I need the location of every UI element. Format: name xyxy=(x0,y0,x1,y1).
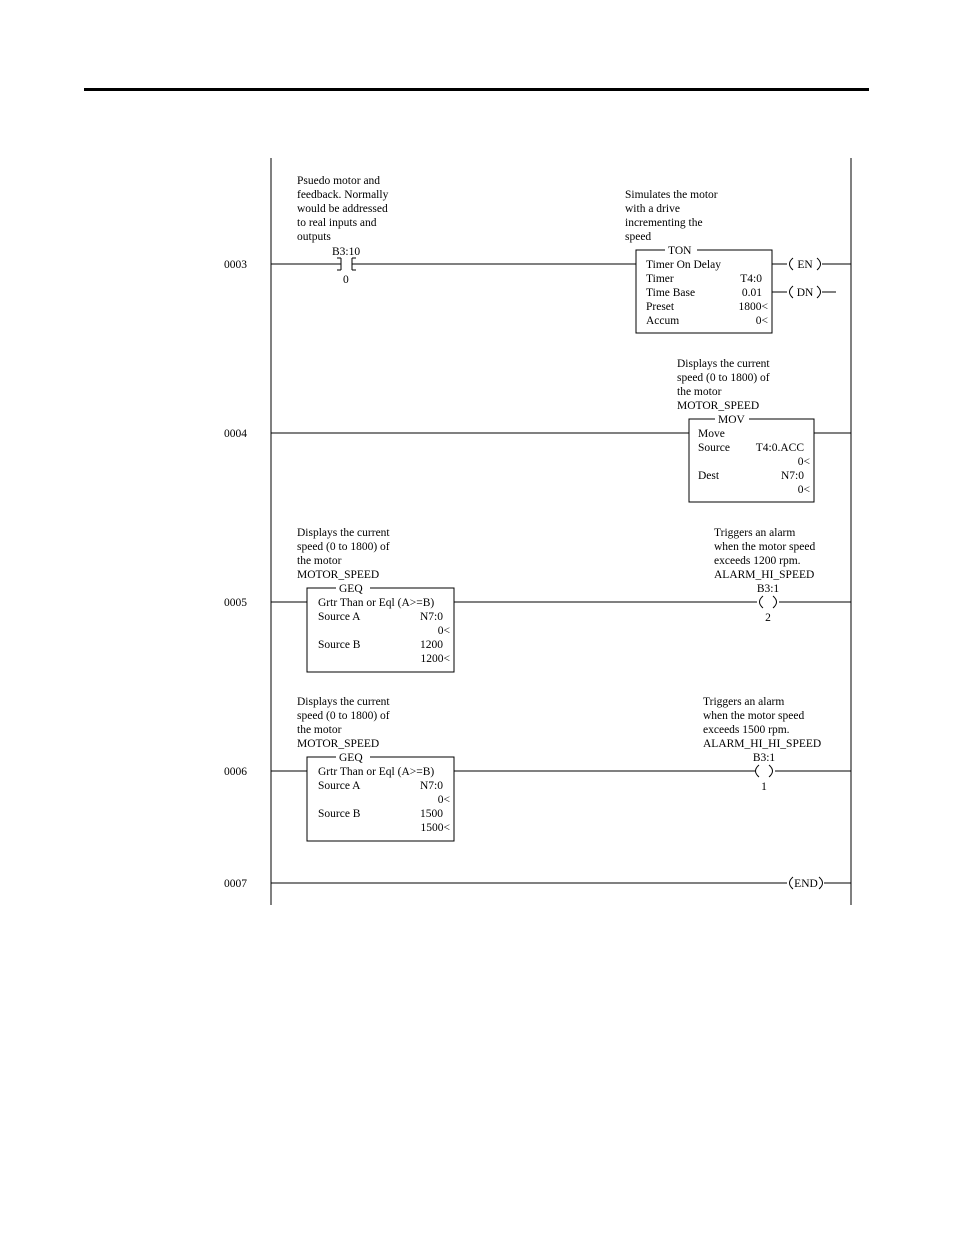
instruction-mnemonic: GEQ xyxy=(339,752,363,764)
rung-0005[interactable] xyxy=(224,527,851,672)
rung-number: 0004 xyxy=(224,428,247,440)
field-value: T4:0 xyxy=(740,273,762,285)
rung-comment-line: ALARM_HI_HI_SPEED xyxy=(703,738,822,750)
ote-coil[interactable] xyxy=(757,583,780,624)
end-label: END xyxy=(794,878,818,890)
rung-comment-line: feedback. Normally xyxy=(297,189,389,201)
rung-comment-line: with a drive xyxy=(625,203,680,215)
rung-comment-line: exceeds 1500 rpm. xyxy=(703,724,790,736)
field-label: Source B xyxy=(318,808,361,820)
rung-comment-line: when the motor speed xyxy=(703,710,805,722)
field-value: 1200 xyxy=(420,639,443,651)
rung-comment-line: the motor xyxy=(297,724,342,736)
instruction-mnemonic: GEQ xyxy=(339,583,363,595)
instruction-mnemonic: MOV xyxy=(718,414,745,426)
field-value: 1500 xyxy=(420,808,443,820)
coil-address: B3:1 xyxy=(752,752,776,764)
rung-0007[interactable] xyxy=(224,877,851,890)
rung-comment-line: speed xyxy=(625,231,652,243)
coil-bit: 1 xyxy=(761,781,767,793)
field-value: N7:0 xyxy=(420,611,443,623)
field-live-value: 1200< xyxy=(420,653,450,665)
field-live-value: 0< xyxy=(797,456,810,468)
contact-bit: 0 xyxy=(343,274,349,286)
field-label: Preset xyxy=(646,301,675,313)
field-label: Dest xyxy=(698,470,720,482)
field-label: Timer xyxy=(646,273,674,285)
rung-comment-line: the motor xyxy=(297,555,342,567)
rung-comment-line: MOTOR_SPEED xyxy=(677,400,760,412)
rung-comment-line: Displays the current xyxy=(297,527,390,539)
field-label: Time Base xyxy=(646,287,696,299)
rung-number: 0006 xyxy=(224,766,247,778)
dn-output[interactable] xyxy=(772,286,836,299)
field-label: Source A xyxy=(318,780,361,792)
rung-comment-line: Displays the current xyxy=(677,358,770,370)
rung-comment-line: Simulates the motor xyxy=(625,189,718,201)
rung-number: 0005 xyxy=(224,597,247,609)
rung-comment-line: exceeds 1200 rpm. xyxy=(714,555,801,567)
rung-comment-line: incrementing the xyxy=(625,217,703,229)
field-label: Source xyxy=(698,442,730,454)
field-value: T4:0.ACC xyxy=(755,442,804,454)
field-value: 0< xyxy=(755,315,768,327)
output-label: DN xyxy=(796,287,814,299)
rung-comment-line: Triggers an alarm xyxy=(714,527,796,539)
rung-comment-line: speed (0 to 1800) of xyxy=(297,710,390,722)
rung-comment-line: the motor xyxy=(677,386,722,398)
mov-instruction[interactable] xyxy=(689,412,814,502)
rung-comment-line: Displays the current xyxy=(297,696,390,708)
field-value: N7:0 xyxy=(781,470,804,482)
instruction-title: Timer On Delay xyxy=(646,259,721,271)
output-label: EN xyxy=(797,259,813,271)
field-value: N7:0 xyxy=(420,780,443,792)
end-instruction xyxy=(790,877,823,890)
ton-instruction[interactable] xyxy=(636,243,772,333)
rung-comment-line: to real inputs and xyxy=(297,217,377,229)
rung-0004[interactable] xyxy=(224,358,851,502)
rung-comment-line: speed (0 to 1800) of xyxy=(677,372,770,384)
rung-comment-line: outputs xyxy=(297,231,331,243)
field-live-value: 1500< xyxy=(420,822,450,834)
field-label: Source A xyxy=(318,611,361,623)
field-value: 0.01 xyxy=(741,287,762,299)
field-label: Source B xyxy=(318,639,361,651)
rung-comment-line: Triggers an alarm xyxy=(703,696,785,708)
instruction-title: Grtr Than or Eql (A>=B) xyxy=(318,766,435,778)
rung-number: 0003 xyxy=(224,259,247,271)
en-output[interactable] xyxy=(772,258,851,271)
instruction-mnemonic: TON xyxy=(668,245,692,257)
rung-0006[interactable] xyxy=(224,696,851,841)
rung-comment-line: when the motor speed xyxy=(714,541,816,553)
rung-comment-line: MOTOR_SPEED xyxy=(297,738,380,750)
geq-instruction[interactable] xyxy=(307,750,454,841)
rung-0003[interactable] xyxy=(224,175,851,333)
field-label: Accum xyxy=(646,315,680,327)
contact-address: B3:10 xyxy=(332,246,361,258)
rung-comment-line: Psuedo motor and xyxy=(297,175,381,187)
rung-comment-line: ALARM_HI_SPEED xyxy=(714,569,815,581)
rung-comment-line: would be addressed xyxy=(297,203,388,215)
xic-contact[interactable] xyxy=(271,246,636,286)
ote-coil[interactable] xyxy=(753,752,776,793)
coil-address: B3:1 xyxy=(756,583,780,595)
field-live-value: 0< xyxy=(437,794,450,806)
rung-comment-line: MOTOR_SPEED xyxy=(297,569,380,581)
field-live-value: 0< xyxy=(437,625,450,637)
instruction-title: Grtr Than or Eql (A>=B) xyxy=(318,597,435,609)
instruction-title: Move xyxy=(698,428,725,440)
rung-comment-line: speed (0 to 1800) of xyxy=(297,541,390,553)
field-value: 1800< xyxy=(738,301,768,313)
rung-number: 0007 xyxy=(224,878,247,890)
coil-bit: 2 xyxy=(765,612,771,624)
field-live-value: 0< xyxy=(797,484,810,496)
geq-instruction[interactable] xyxy=(307,581,454,672)
